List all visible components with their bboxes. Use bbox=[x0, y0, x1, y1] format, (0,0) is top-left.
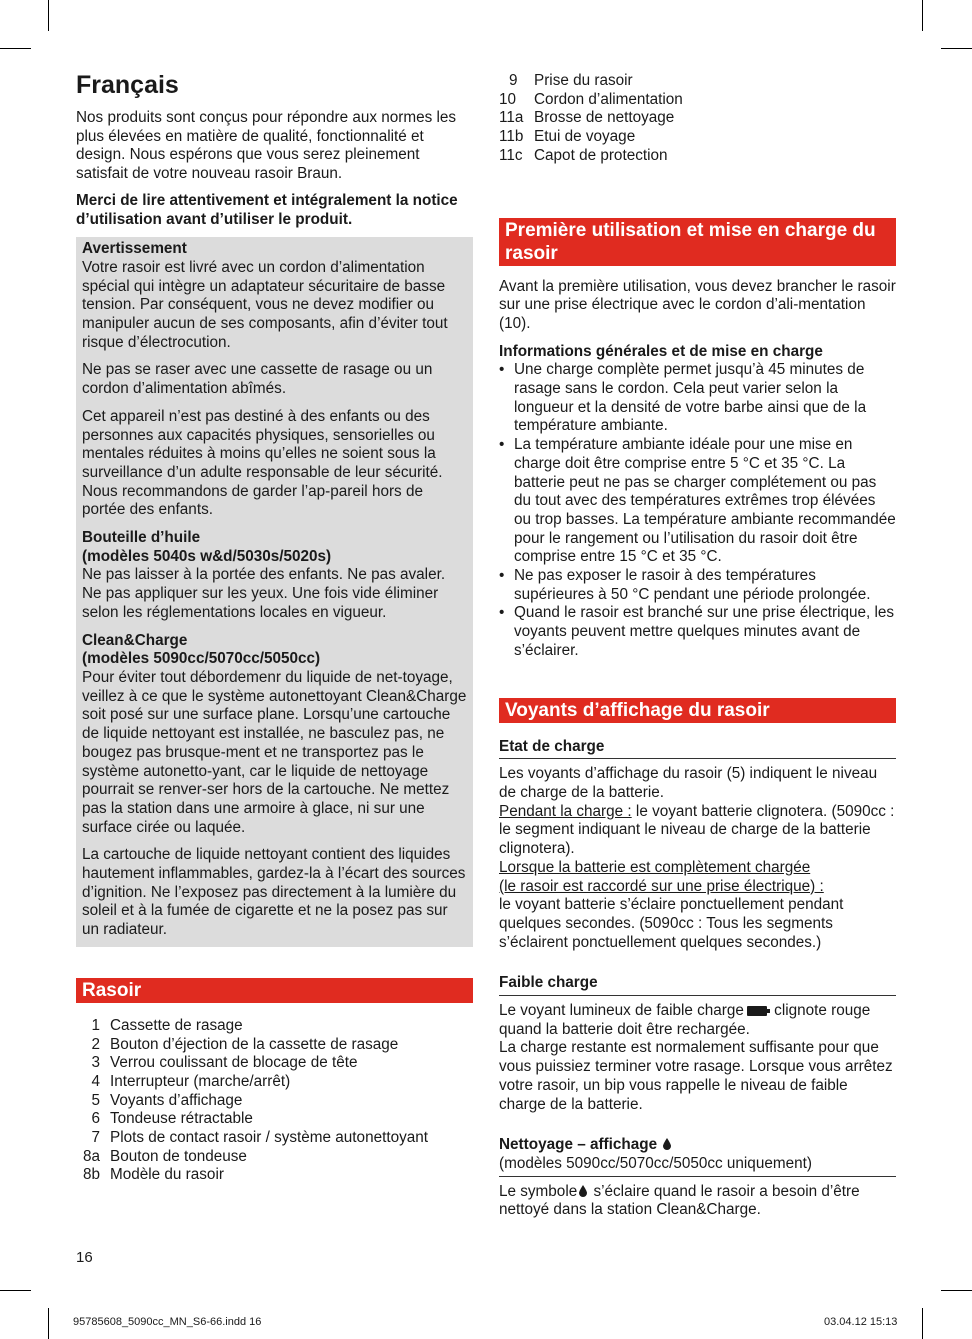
charge-state-text-3: Lorsque la batterie est complètement chargée (le rasoir est raccordé sur une prise électrique) : le voyant batterie s’éclaire ponctuellement pendant quelques secondes. (5090cc : Tous les segments s’éclairent ponctuellement quelques secondes.) bbox=[499, 858, 844, 951]
list-item: 2 Bouton d’éjection de la cassette de rasage bbox=[91, 1035, 399, 1053]
right-column bbox=[499, 72, 896, 1220]
charge-state-text-1: Les voyants d’affichage du rasoir (5) indiquent le niveau de charge de la batterie. bbox=[499, 765, 878, 801]
charge-state-text-2: Pendant la charge : le voyant batterie clignotera. (5090cc : le segment indiquant le niveau de charge de la batterie clignotera). bbox=[499, 802, 895, 858]
rasoir-parts-list bbox=[76, 1017, 473, 1185]
left-column bbox=[76, 70, 473, 1185]
list-item: 9 Prise du rasoir bbox=[509, 72, 633, 89]
oil-text: Ne pas laisser à la portée des enfants. Ne pas avaler. Ne pas appliquer sur les yeux. Une fois vide éliminer selon les réglementations locales en vigueur. bbox=[82, 566, 446, 621]
list-item: 5 Voyants d’affichage bbox=[91, 1091, 243, 1109]
page-number: 16 bbox=[76, 1249, 93, 1266]
cc-text-2: La cartouche de liquide nettoyant contient des liquides hautement inflammables, gardez-la à l’écart des sources d’ignition. Ne l’exposez pas directement à la lumière du soleil et à la fumée de cigarette et ne la posez pas sur un radiateur. bbox=[82, 846, 466, 939]
oil-models: (modèles 5040s w&d/5030s/5020s) bbox=[82, 547, 332, 565]
footer-date: 03.04.12 15:13 bbox=[824, 1316, 898, 1328]
droplet-icon bbox=[663, 1138, 671, 1150]
cc-text: Pour éviter tout débordemenr du liquide de net-toyage, veillez à ce que le système autonettoyant Clean&Charge soit posé sur une surface plane. Lorsqu’une cartouche de liquide nettoyant est installée, ne basculez pas, ne bougez pas brusque-ment et ne transportez pas le système autonetto-yant, car le liquide de nettoyage pourrait se renver-ser hors de la cartouche. Ne mettez pas la station dans une armoire à glace, ni sur une surface cirée ou laquée. bbox=[82, 668, 467, 836]
list-item: 1 Cassette de rasage bbox=[91, 1016, 243, 1034]
low-charge-text-1: Le voyant lumineux de faible charge clignote rouge quand la batterie doit être rechargée. bbox=[499, 1002, 871, 1038]
low-charge-heading: Faible charge bbox=[499, 974, 896, 996]
droplet-icon bbox=[579, 1185, 587, 1197]
crop-mark bbox=[48, 1308, 49, 1339]
oil-section bbox=[82, 529, 467, 623]
general-bullets bbox=[499, 361, 896, 660]
rasoir-heading: Rasoir bbox=[76, 978, 473, 1003]
cc-heading: Clean&Charge bbox=[82, 631, 188, 649]
warning-heading: Avertissement bbox=[82, 240, 187, 258]
cleaning-heading: Nettoyage – affichage (modèles 5090cc/5070cc/5050cc uniquement) bbox=[499, 1136, 896, 1176]
warning-text-2: Ne pas se raser avec une cassette de rasage ou un cordon d’alimentation abîmés. bbox=[82, 361, 433, 398]
charge-state-heading: Etat de charge bbox=[499, 738, 896, 760]
cc-models: (modèles 5090cc/5070cc/5050cc) bbox=[82, 650, 321, 668]
list-item: 11b Etui de voyage bbox=[499, 128, 636, 146]
list-item: 3 Verrou coulissant de blocage de tête bbox=[91, 1054, 358, 1072]
crop-mark bbox=[922, 0, 923, 31]
list-item: • Ne pas exposer le rasoir à des températures supérieures à 50 °C pendant une période prolongée. bbox=[499, 567, 896, 604]
list-item: 6 Tondeuse rétractable bbox=[91, 1110, 253, 1128]
warning-text-1: Votre rasoir est livré avec un cordon d’alimentation spécial qui intègre un adaptateur sécuritaire de basse tension. Par conséquent, vous ne devez modifier ou manipuler aucun de ses composants, afin d’éviter tout risque d’électrocution. bbox=[82, 258, 448, 351]
intro-bold-text: Merci de lire attentivement et intégralement la notice d’utilisation avant d’utiliser le produit. bbox=[76, 191, 458, 228]
list-item: 4 Interrupteur (marche/arrêt) bbox=[91, 1072, 291, 1090]
warning-para-1 bbox=[82, 240, 467, 352]
list-item: • La température ambiante idéale pour une mise en charge doit être comprise entre 5 °C et 35 °C. La batterie peut ne pas se charger complétement ou pas du tout avec des températures extrêmes trop élévées ou trop basses. La température ambiante recommandée pour le rangement ou l’utilisation du rasoir doit être comprise entre 15 °C et 35 °C. bbox=[499, 436, 896, 567]
warning-text-3: Cet appareil n’est pas destiné à des enfants ou des personnes aux capacités physiques, sensorielles ou mentales réduites à moins qu’elles ne soient sous la surveillance d’un adulte responsable de leur sécurité. Nous recommandons de garder l’ap-pareil hors de portée des enfants. bbox=[82, 407, 443, 519]
page-title: Français bbox=[76, 71, 179, 99]
general-heading: Informations générales et de mise en charge bbox=[499, 342, 823, 360]
first-use-text: Avant la première utilisation, vous devez brancher le rasoir sur une prise électrique avec le cordon d’ali-mentation (10). bbox=[499, 277, 896, 332]
parts-list-continued bbox=[499, 72, 896, 166]
list-item: 11a Brosse de nettoyage bbox=[499, 109, 675, 127]
warning-box bbox=[76, 237, 473, 947]
list-item: 8a Bouton de tondeuse bbox=[82, 1147, 247, 1165]
list-item: 7 Plots de contact rasoir / système autonettoyant bbox=[91, 1129, 429, 1147]
crop-mark bbox=[941, 1290, 972, 1291]
crop-mark bbox=[941, 48, 972, 49]
oil-heading: Bouteille d’huile bbox=[82, 529, 201, 547]
list-item: • Une charge complète permet jusqu’à 45 minutes de rasage sans le cordon. Cela peut varier selon la longueur et la densité de votre barbe ainsi que de la température ambiante. bbox=[499, 361, 896, 436]
crop-mark bbox=[0, 48, 31, 49]
first-use-heading: Première utilisation et mise en charge du rasoir bbox=[499, 218, 896, 266]
intro-text: Nos produits sont conçus pour répondre aux normes les plus élevées en matière de qualité, fonctionnalité et design. Nous espérons que vous serez pleinement satisfait de votre nouveau rasoir Braun. bbox=[76, 109, 457, 183]
low-charge-text-2: La charge restante est normalement suffisante pour que vous puissiez terminer votre rasage. Lorsque vous arrêtez votre rasoir, un bip vous rappelle le niveau de faible charge de la batterie. bbox=[499, 1039, 893, 1113]
footer-file: 95785608_5090cc_MN_S6-66.indd 16 bbox=[73, 1316, 262, 1328]
crop-mark bbox=[48, 0, 49, 31]
list-item: 11c Capot de protection bbox=[499, 146, 668, 164]
list-item: • Quand le rasoir est branché sur une prise électrique, les voyants peuvent mettre quelques minutes avant de s’éclairer. bbox=[499, 604, 896, 660]
list-item: 10 Cordon d’alimentation bbox=[499, 90, 683, 108]
battery-icon bbox=[747, 1006, 767, 1016]
list-item: 8b Modèle du rasoir bbox=[82, 1166, 224, 1184]
crop-mark bbox=[922, 1308, 923, 1339]
cleaning-text: Le symbole s’éclaire quand le rasoir a besoin d’être nettoyé dans la station Clean&Charge. bbox=[499, 1182, 860, 1219]
cc-section bbox=[82, 632, 467, 838]
crop-mark bbox=[0, 1290, 31, 1291]
display-heading: Voyants d’affichage du rasoir bbox=[499, 698, 896, 723]
